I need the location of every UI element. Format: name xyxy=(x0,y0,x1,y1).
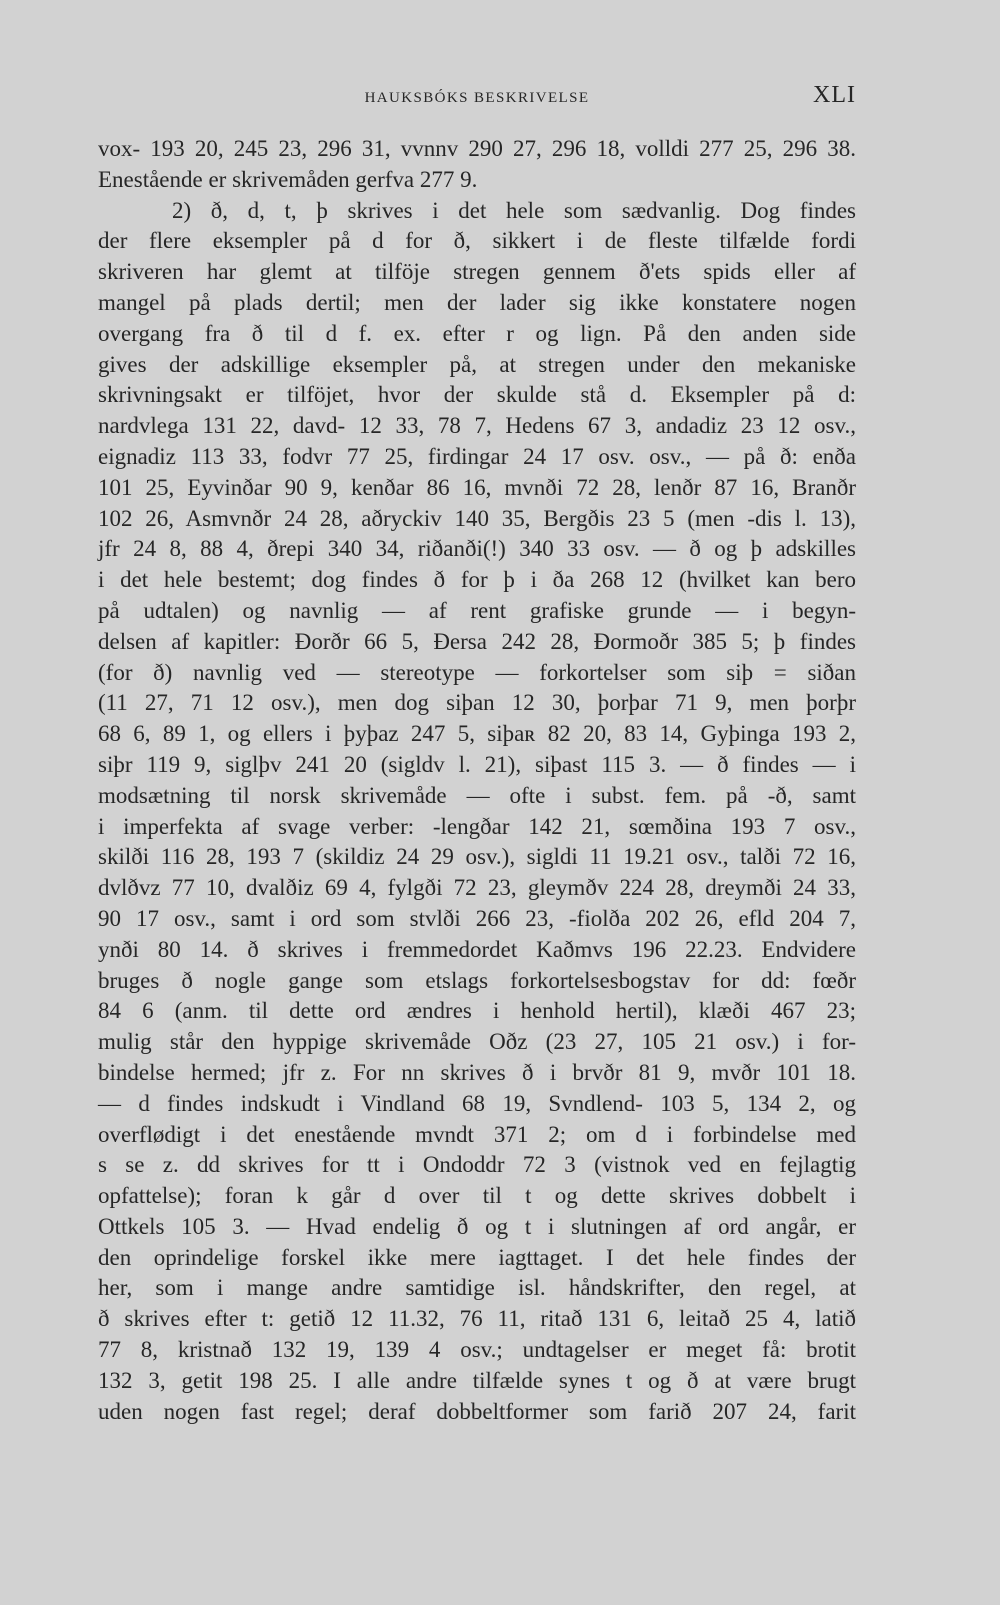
running-title: HAUKSBÓKS BESKRIVELSE xyxy=(364,90,590,106)
text-line: dvlðvz 77 10, dvalðiz 69 4, fylgði 72 23, gleymðv 224 28, dreymði 24 33, xyxy=(98,875,856,901)
text-line: her, som i mange andre samtidige isl. håndskrifter, den regel, at xyxy=(98,1275,856,1301)
text-line: jfr 24 8, 88 4, ðrepi 340 34, riðanði(!) 340 33 osv. — ð og þ adskilles xyxy=(98,536,856,562)
text-line: delsen af kapitler: Ðorðr 66 5, Ðersa 242 28, Ðormoðr 385 5; þ findes xyxy=(98,628,856,654)
page-header xyxy=(98,82,856,116)
text-line: overgang fra ð til d f. ex. efter r og lign. På den anden side xyxy=(98,320,856,346)
text-line: overflødigt i det enestående mvndt 371 2; om d i forbindelse med xyxy=(98,1121,856,1147)
text-line: skriveren har glemt at tilföje stregen gennem ð'ets spids eller af xyxy=(98,259,856,285)
text-line: uden nogen fast regel; deraf dobbeltformer som farið 207 24, farit xyxy=(98,1398,856,1424)
text-line: bindelse hermed; jfr z. For nn skrives ð i brvðr 81 9, mvðr 101 18. xyxy=(98,1059,856,1085)
text-line: s se z. dd skrives for tt i Ondoddr 72 3 (vistnok ved en fejlagtig xyxy=(98,1152,856,1178)
text-line: 2) ð, d, t, þ skrives i det hele som sædvanlig. Dog findes xyxy=(172,197,856,223)
text-line: 101 25, Eyvinðar 90 9, kenðar 86 16, mvnði 72 28, lenðr 87 16, Branðr xyxy=(98,474,856,500)
text-line: ð skrives efter t: getið 12 11.32, 76 11, ritað 131 6, leitað 25 4, latið xyxy=(98,1306,856,1332)
text-line: 132 3, getit 198 25. I alle andre tilfælde synes t og ð at være brugt xyxy=(98,1367,856,1393)
text-line: 90 17 osv., samt i ord som stvlði 266 23, -fiolða 202 26, efld 204 7, xyxy=(98,905,856,931)
text-line: på udtalen) og navnlig — af rent grafiske grunde — i begyn- xyxy=(98,597,856,623)
text-line: i imperfekta af svage verber: -lengðar 142 21, sœmðina 193 7 osv., xyxy=(98,813,856,839)
page-number: XLI xyxy=(813,82,856,108)
text-line: gives der adskillige eksempler på, at stregen under den mekaniske xyxy=(98,351,856,377)
text-line: ynði 80 14. ð skrives i fremmedordet Kaðmvs 196 22.23. Endvidere xyxy=(98,936,856,962)
text-line: den oprindelige forskel ikke mere iagttaget. I det hele findes der xyxy=(98,1244,856,1270)
text-line: (for ð) navnlig ved — stereotype — forkortelser som siþ = siðan xyxy=(98,659,856,685)
text-line: vox- 193 20, 245 23, 296 31, vvnnv 290 27, 296 18, volldi 277 25, 296 38. xyxy=(98,136,856,161)
text-line: nardvlega 131 22, davd- 12 33, 78 7, Hedens 67 3, andadiz 23 12 osv., xyxy=(98,413,856,439)
text-line: siþr 119 9, siglþv 241 20 (sigldv l. 21), siþast 115 3. — ð findes — i xyxy=(98,751,856,777)
text-line: mulig står den hyppige skrivemåde Oðz (23 27, 105 21 osv.) i for- xyxy=(98,1029,856,1055)
text-line: (11 27, 71 12 osv.), men dog siþan 12 30, þorþar 71 9, men þorþr xyxy=(98,690,856,716)
text-line: 84 6 (anm. til dette ord ændres i henhold hertil), klæði 467 23; xyxy=(98,998,856,1024)
text-line: skrivningsakt er tilföjet, hvor der skulde stå d. Eksempler på d: xyxy=(98,382,856,408)
text-line: i det hele bestemt; dog findes ð for þ i ða 268 12 (hvilket kan bero xyxy=(98,567,856,593)
text-line: eignadiz 113 33, fodvr 77 25, firdingar 24 17 osv. osv., — på ð: enða xyxy=(98,443,856,469)
text-line: skilði 116 28, 193 7 (skildiz 24 29 osv.), sigldi 11 19.21 osv., talði 72 16, xyxy=(98,844,856,870)
body-text xyxy=(98,134,856,1427)
text-line: 68 6, 89 1, og ellers i þyþaz 247 5, siþaʀ 82 20, 83 14, Gyþinga 193 2, xyxy=(98,721,856,747)
text-line: bruges ð nogle gange som etslags forkortelsesbogstav for dd: fœðr xyxy=(98,967,856,993)
text-line: — d findes indskudt i Vindland 68 19, Svndlend- 103 5, 134 2, og xyxy=(98,1090,856,1116)
text-line: der flere eksempler på d for ð, sikkert i de fleste tilfælde fordi xyxy=(98,228,856,254)
text-line: opfattelse); foran k går d over til t og dette skrives dobbelt i xyxy=(98,1183,856,1209)
text-line: 102 26, Asmvnðr 24 28, aðryckiv 140 35, Bergðis 23 5 (men -dis l. 13), xyxy=(98,505,856,531)
text-line: modsætning til norsk skrivemåde — ofte i subst. fem. på -ð, samt xyxy=(98,782,856,808)
text-line: Enestående er skrivemåden gerfva 277 9. xyxy=(98,166,478,192)
text-line: mangel på plads dertil; men der lader sig ikke konstatere nogen xyxy=(98,289,856,315)
text-line: Ottkels 105 3. — Hvad endelig ð og t i slutningen af ord angår, er xyxy=(98,1213,856,1239)
text-line: 77 8, kristnað 132 19, 139 4 osv.; undtagelser er meget få: brotit xyxy=(98,1337,856,1363)
